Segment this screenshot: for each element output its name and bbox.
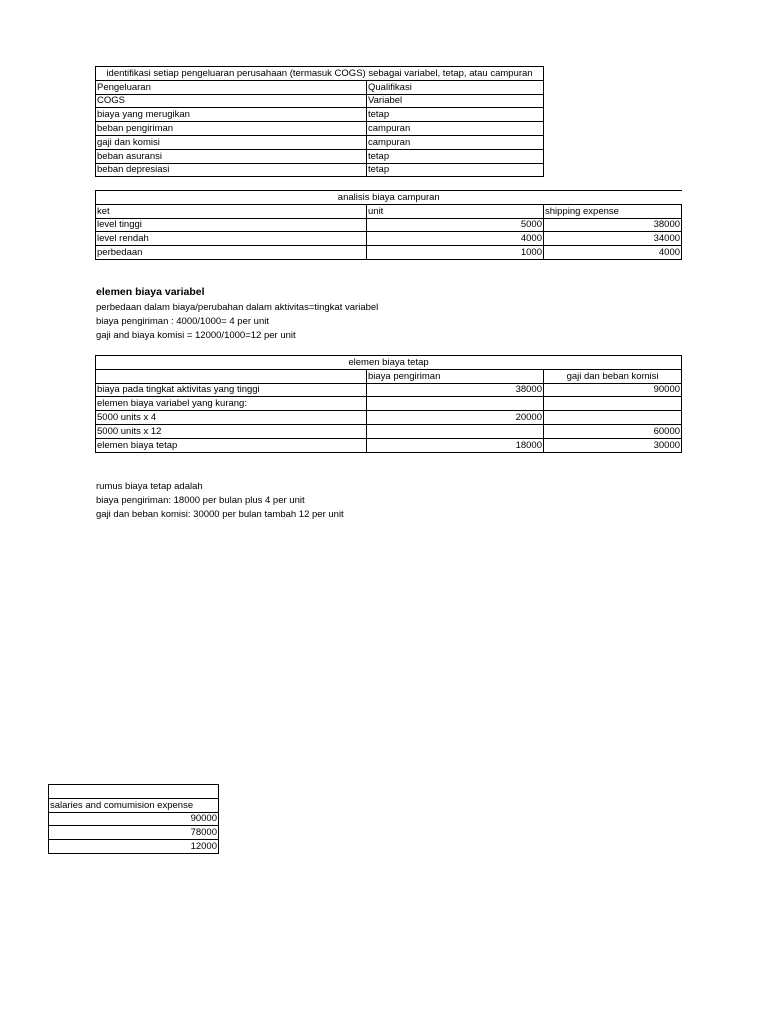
cell[interactable]: gaji dan komisi xyxy=(96,135,367,149)
section-title: elemen biaya variabel xyxy=(96,286,205,298)
cell[interactable]: 78000 xyxy=(49,826,219,840)
cell[interactable]: 1000 xyxy=(367,246,544,260)
mixed-cost-analysis-table xyxy=(95,190,682,260)
table-row xyxy=(96,135,544,149)
column-header[interactable]: unit xyxy=(367,204,544,218)
table-row xyxy=(96,94,544,108)
table-row xyxy=(96,108,544,122)
cell[interactable]: biaya pada tingkat aktivitas yang tinggi xyxy=(96,383,367,397)
cell[interactable]: 38000 xyxy=(367,383,544,397)
table-row xyxy=(49,812,219,826)
text-line: perbedaan dalam biaya/perubahan dalam aktivitas=tingkat variabel xyxy=(96,302,379,313)
cell[interactable]: salaries and comumision expense xyxy=(49,798,219,812)
cell[interactable]: campuran xyxy=(367,135,544,149)
cell[interactable]: beban asuransi xyxy=(96,149,367,163)
column-header[interactable] xyxy=(96,369,367,383)
table-row xyxy=(96,232,682,246)
cell[interactable]: 90000 xyxy=(49,812,219,826)
column-header[interactable]: ket xyxy=(96,204,367,218)
table-row xyxy=(96,397,682,411)
cell[interactable]: campuran xyxy=(367,122,544,136)
cell[interactable]: perbedaan xyxy=(96,246,367,260)
cell[interactable]: Variabel xyxy=(367,94,544,108)
cell[interactable]: 18000 xyxy=(367,438,544,452)
table-row xyxy=(49,798,219,812)
cell[interactable]: beban pengiriman xyxy=(96,122,367,136)
cell[interactable]: 4000 xyxy=(367,232,544,246)
cell[interactable] xyxy=(367,397,544,411)
cell[interactable]: tetap xyxy=(367,163,544,177)
cell[interactable]: 90000 xyxy=(544,383,682,397)
cell[interactable]: COGS xyxy=(96,94,367,108)
cell[interactable]: 20000 xyxy=(367,411,544,425)
cell[interactable]: tetap xyxy=(367,149,544,163)
table-row xyxy=(96,246,682,260)
table-row xyxy=(96,438,682,452)
cell[interactable]: 38000 xyxy=(544,218,682,232)
cell[interactable]: 30000 xyxy=(544,438,682,452)
table-row xyxy=(96,80,544,94)
cell[interactable] xyxy=(49,785,219,799)
column-header[interactable]: shipping expense xyxy=(544,204,682,218)
column-header[interactable]: biaya pengiriman xyxy=(367,369,544,383)
cell[interactable] xyxy=(367,424,544,438)
text-line: biaya pengiriman: 18000 per bulan plus 4 per unit xyxy=(96,495,305,506)
cell[interactable]: 5000 units x 4 xyxy=(96,411,367,425)
table-row xyxy=(96,424,682,438)
text-line: biaya pengiriman : 4000/1000= 4 per unit xyxy=(96,316,269,327)
cell[interactable]: biaya yang merugikan xyxy=(96,108,367,122)
text-line: rumus biaya tetap adalah xyxy=(96,481,203,492)
cell[interactable]: 4000 xyxy=(544,246,682,260)
cell[interactable]: level rendah xyxy=(96,232,367,246)
table-row xyxy=(96,369,682,383)
cell[interactable]: level tinggi xyxy=(96,218,367,232)
cell[interactable]: 34000 xyxy=(544,232,682,246)
table-row xyxy=(96,163,544,177)
table-row xyxy=(49,840,219,854)
table-row xyxy=(49,826,219,840)
table-row xyxy=(49,785,219,799)
cell[interactable]: tetap xyxy=(367,108,544,122)
cell[interactable]: elemen biaya tetap xyxy=(96,438,367,452)
cell[interactable]: 60000 xyxy=(544,424,682,438)
table-row xyxy=(96,411,682,425)
cell[interactable]: 5000 xyxy=(367,218,544,232)
table-row xyxy=(96,149,544,163)
cell[interactable]: 12000 xyxy=(49,840,219,854)
text-line: gaji and biaya komisi = 12000/1000=12 per unit xyxy=(96,330,296,341)
expense-classification-table xyxy=(95,66,544,177)
cell[interactable]: 5000 units x 12 xyxy=(96,424,367,438)
column-header[interactable]: gaji dan beban komisi xyxy=(544,369,682,383)
cell[interactable]: Pengeluaran xyxy=(96,80,367,94)
cell[interactable] xyxy=(544,397,682,411)
table-header[interactable]: identifikasi setiap pengeluaran perusahaan (termasuk COGS) sebagai variabel, tetap, atau campuran xyxy=(96,67,544,81)
cell[interactable]: Qualifikasi xyxy=(367,80,544,94)
table-row xyxy=(96,122,544,136)
fixed-cost-element-table xyxy=(95,355,682,453)
table-row xyxy=(96,218,682,232)
table-header[interactable]: elemen biaya tetap xyxy=(96,356,682,370)
salaries-commission-table xyxy=(48,784,219,854)
cell[interactable]: beban depresiasi xyxy=(96,163,367,177)
table-row xyxy=(96,204,682,218)
table-header[interactable]: analisis biaya campuran xyxy=(96,191,682,205)
cell[interactable] xyxy=(544,411,682,425)
text-line: gaji dan beban komisi: 30000 per bulan tambah 12 per unit xyxy=(96,509,344,520)
cell[interactable]: elemen biaya variabel yang kurang: xyxy=(96,397,367,411)
table-row xyxy=(96,383,682,397)
